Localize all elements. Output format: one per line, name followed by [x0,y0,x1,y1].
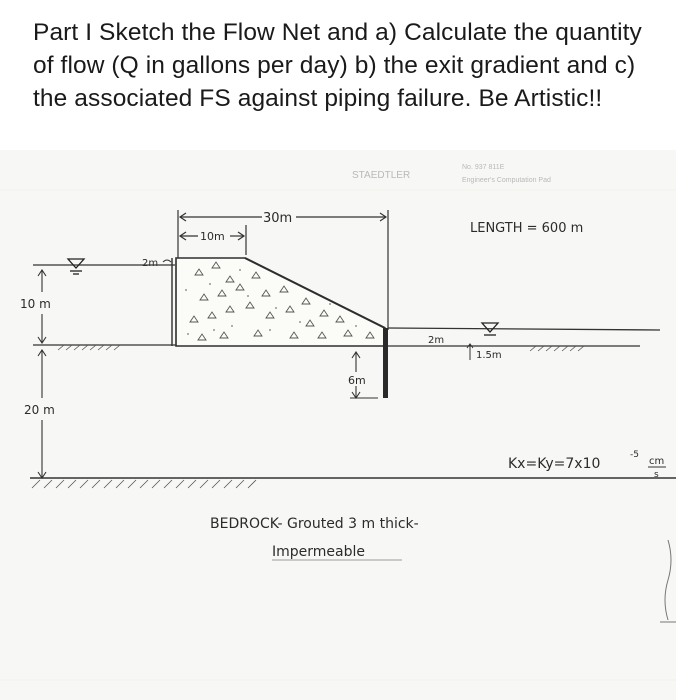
downstream-ground-hatch [530,346,584,351]
upstream-ground-hatch [58,345,120,350]
bedrock-note-line2: Impermeable [272,544,365,560]
dim-sheetpile-label: 6m [348,374,366,387]
dim-tail-sub-label: 1.5m [476,350,502,361]
pad-grid [0,190,676,680]
pad-brand: STAEDTLER [352,170,411,181]
upstream-water-symbol [68,259,84,274]
downstream-water-line [388,328,660,330]
earth-dam-body [176,258,385,346]
dim-crest-label: 2m [142,258,159,269]
length-note: LENGTH = 600 m [470,221,584,236]
bedrock-note-line1: BEDROCK- Grouted 3 m thick- [210,516,419,532]
crest-dim-tick [163,260,171,262]
permeability-exponent: -5 [630,450,639,460]
dim-tail-label: 2m [428,335,445,346]
dim-10m-label: 10m [200,230,225,243]
pad-number: No. 937 811E [462,164,505,171]
page-edge-artifact [660,540,676,622]
dim-layer-depth-label: 20 m [24,403,55,417]
tail-dim-arrow [467,344,473,360]
permeability-label: Kx=Ky=7x10 [508,456,601,472]
dim-upstream-depth-label: 10 m [20,297,51,311]
dim-30m-label: 30m [263,211,293,226]
permeability-unit-numerator: cm [649,456,665,467]
permeability-unit-denominator: s [654,470,659,480]
pad-name: Engineer's Computation Pad [462,177,551,184]
sheet-pile [383,328,388,398]
question-text: Part I Sketch the Flow Net and a) Calculate the quantity of flow (Q in gallons per day) b) the exit gradient and c) the associated FS against piping failure. Be Artistic!! [33,19,642,112]
bedrock-hatch [32,480,256,488]
